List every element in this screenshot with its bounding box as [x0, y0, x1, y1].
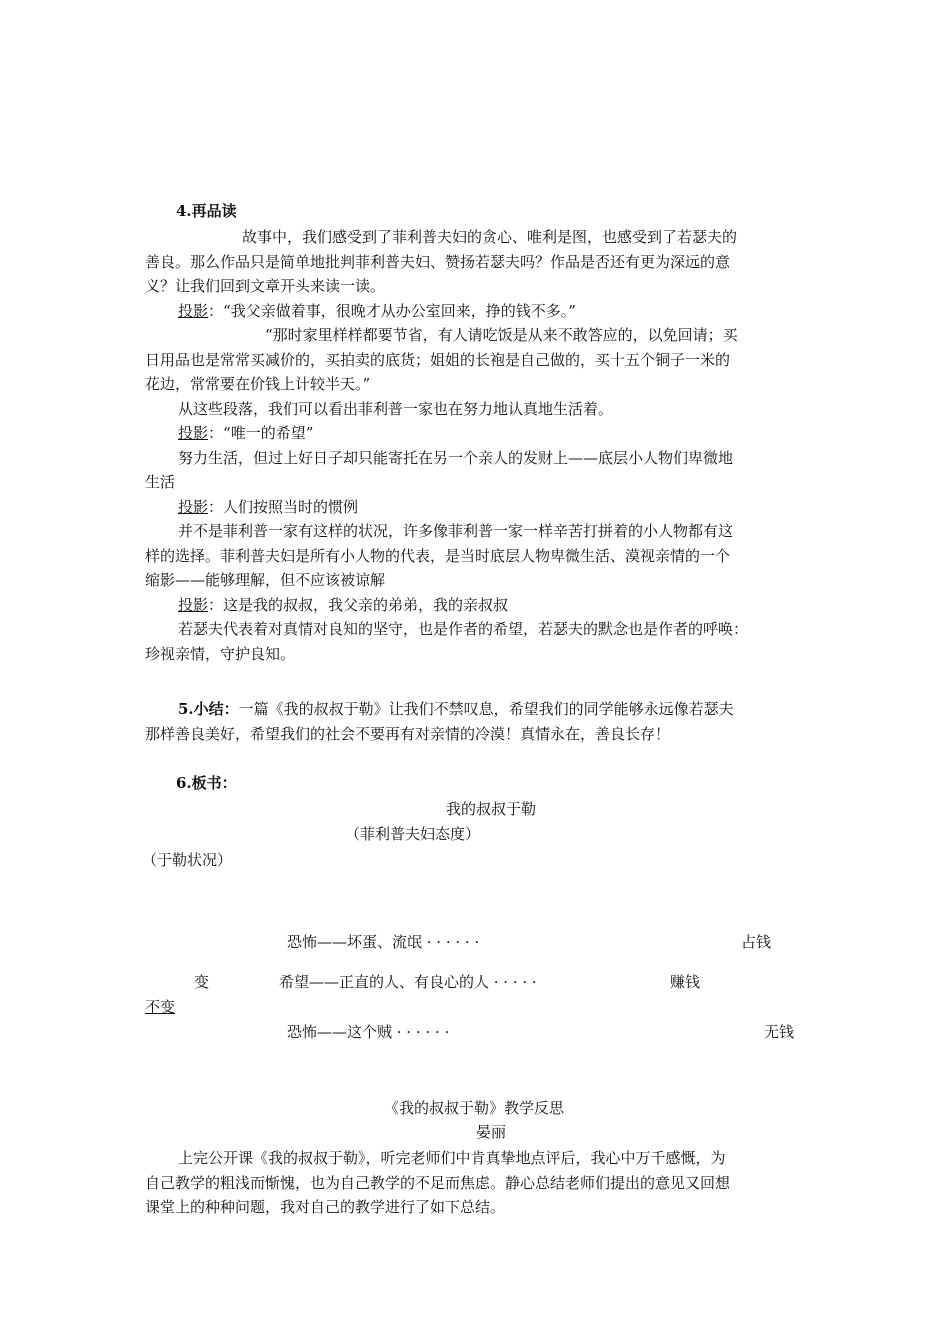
analysis-4-line-2: 珍视亲情，守护良知。: [145, 644, 296, 663]
projection-label: 投影: [178, 595, 209, 614]
reflection-line-2: 自己教学的粗浅而惭愧，也为自己教学的不足而焦虑。静心总结老师们提出的意见又回想: [145, 1173, 731, 1192]
projection-label: 投影: [178, 497, 209, 516]
projection-2-text: “唯一的希望”: [223, 424, 314, 442]
section-5: [145, 697, 815, 746]
board-row-2-right: 赚钱: [670, 973, 701, 991]
projection-label: 投影: [178, 424, 209, 442]
analysis-3-line-2: 样的选择。菲利普夫妇是所有小人物的代表，是当时底层人物卑微生活、漠视亲情的一个: [145, 546, 731, 565]
section-4-body: [145, 225, 815, 666]
intro-line-3: 义？让我们回到文章开头来读一读。: [145, 277, 386, 295]
analysis-3-line-3: 缩影——能够理解，但不应该被谅解: [145, 571, 386, 589]
reflection-line-1: 上完公开课《我的叔叔于勒》，听完老师们中肯真挚地点评后，我心中万千感慨，为: [178, 1149, 726, 1167]
projection-3-text: 人们按照当时的惯例: [223, 497, 359, 516]
reflection-title: 《我的叔叔于勒》教学反思: [384, 1099, 565, 1117]
board-row-3-right: 无钱: [764, 1023, 795, 1041]
projection-label: 投影: [178, 301, 209, 320]
reflection-line-3: 课堂上的种种问题，我对自己的教学进行了如下总结。: [145, 1198, 506, 1216]
board-row-2-middle: 希望——正直的人、有良心的人 · · · · ·: [279, 973, 537, 991]
analysis-2-line-2: 生活: [145, 473, 176, 491]
quote-line-2: 日用品也是常常买减价的，买拍卖的底货；姐姐的长袍是自己做的，买十五个铜子一米的: [145, 350, 731, 369]
analysis-3-line-1: 并不是菲利普一家有这样的状况，许多像菲利普一家一样辛苦打拼着的小人物都有这: [178, 522, 734, 540]
projection-4: 投影：这是我的叔叔，我父亲的弟弟，我的亲叔叔: [178, 595, 509, 614]
board-title: 我的叔叔于勒: [446, 800, 537, 818]
analysis-1: 从这些段落，我们可以看出菲利普一家也在努力地认真地生活着。: [178, 399, 614, 418]
board-row-3-left: 恐怖——这个贼 · · · · · ·: [287, 1023, 450, 1041]
board-row-1-left: 恐怖——坏蛋、流氓 · · · · · ·: [287, 933, 480, 951]
analysis-2-line-1: 努力生活，但过上好日子却只能寄托在另一个亲人的发财上——底层小人物们卑微地: [178, 448, 734, 467]
projection-1-text: “我父亲做着事，很晚才从办公室回来，挣的钱不多。”: [223, 301, 576, 320]
projection-1: 投影：“我父亲做着事，很晚才从办公室回来，挣的钱不多。”: [178, 301, 576, 320]
section-5-heading: 5.小结：: [178, 700, 239, 718]
quote-line-1: “那时家里样样都要节省，有人请吃饭是从来不敢答应的，以免回请；买: [265, 326, 738, 344]
board-row-2-change: 变: [194, 973, 210, 991]
section-5-line-2: 那样善良美好，希望我们的社会不要再有对亲情的冷漠！真情永在，善良长存！: [145, 724, 671, 743]
board-status-label: （于勒状况）: [142, 851, 233, 869]
projection-2: 投影：“唯一的希望”: [178, 424, 314, 442]
reflection-body: [145, 1146, 815, 1220]
projection-3: 投影：人们按照当时的惯例: [178, 497, 359, 516]
board-attitude-label: （菲利普夫妇态度）: [345, 825, 481, 843]
section-4-heading: 4.再品读: [176, 202, 237, 220]
analysis-4-line-1: 若瑟夫代表着对真情对良知的坚守，也是作者的希望，若瑟夫的默念也是作者的呼唤：: [178, 620, 749, 638]
intro-line-2: 善良。那么作品只是简单地批判菲利普夫妇、赞扬若瑟夫吗？作品是否还有更为深远的意: [145, 252, 731, 271]
quote-line-3: 花边，常常要在价钱上计较半天。”: [145, 375, 371, 393]
section-5-line-1: 5.小结：一篇《我的叔叔于勒》让我们不禁叹息，希望我们的同学能够永远像若瑟夫: [178, 700, 734, 718]
projection-4-text: 这是我的叔叔，我父亲的弟弟，我的亲叔叔: [223, 595, 509, 614]
intro-line-1: 故事中，我们感受到了菲利普夫妇的贪心、唯利是图，也感受到了若瑟夫的: [242, 228, 738, 246]
reflection-author: 晏丽: [476, 1123, 507, 1141]
board-row-1-right: 占钱: [741, 933, 772, 951]
section-6-heading: 6.板书：: [176, 774, 237, 792]
board-row-2-unchanged: 不变: [145, 998, 176, 1016]
